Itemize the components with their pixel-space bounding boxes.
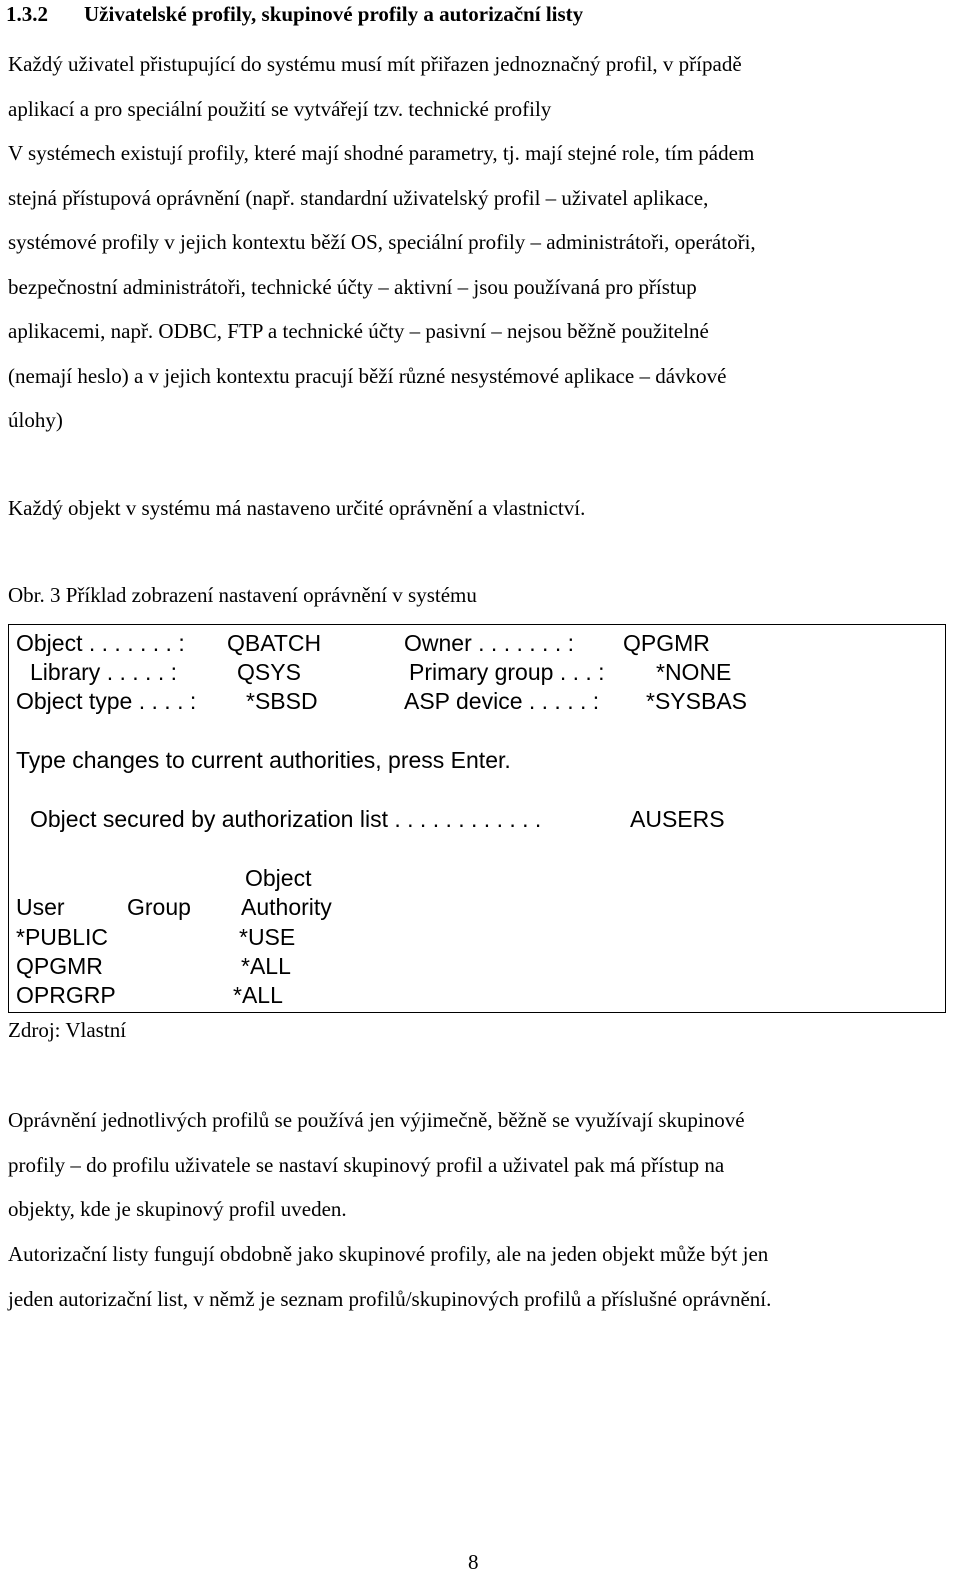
closing-paragraph-2 [8, 1232, 956, 1321]
text-line: Oprávnění jednotlivých profilů se používá jen výjimečně, běžně se využívají skupinové [8, 1108, 745, 1132]
object-type-label: Object type . . . . : [16, 688, 197, 714]
library-value: QSYS [237, 659, 301, 685]
text-line: Autorizační listy fungují obdobně jako skupinové profily, ale na jeden objekt může být jen [8, 1242, 769, 1266]
primary-group-label: Primary group . . . : [409, 659, 605, 685]
row-user: QPGMR [16, 953, 103, 979]
auth-list-label: Object secured by authorization list . . . . . . . . . . . . [30, 806, 542, 832]
text-line: bezpečnostní administrátoři, technické účty – aktivní – jsou používaná pro přístup [8, 274, 697, 299]
asp-device-value: *SYSBAS [646, 688, 747, 714]
row-authority: *USE [239, 924, 296, 950]
column-header-authority: Authority [241, 894, 332, 920]
instruction-text: Type changes to current authorities, press Enter. [16, 747, 511, 773]
owner-label: Owner . . . . . . . : [404, 630, 574, 656]
row-authority: *ALL [241, 953, 291, 979]
object-sentence: Každý objekt v systému má nastaveno určité oprávnění a vlastnictví. [8, 496, 586, 520]
closing-paragraph-1 [8, 1098, 956, 1232]
text-line: (nemají heslo) a v jejich kontextu pracují běží různé nesystémové aplikace – dávkové [8, 363, 727, 388]
text-line: profily – do profilu uživatele se nastaví skupinový profil a uživatel pak má přístup na [8, 1152, 725, 1177]
owner-value: QPGMR [623, 630, 710, 656]
column-header-group: Group [127, 894, 191, 920]
primary-group-value: *NONE [656, 659, 732, 685]
asp-device-label: ASP device . . . . . : [404, 688, 600, 714]
source-note: Zdroj: Vlastní [8, 1018, 127, 1042]
section-title: Uživatelské profily, skupinové profily a autorizační listy [84, 2, 584, 26]
auth-list-value: AUSERS [630, 806, 725, 832]
text-line: aplikacemi, např. ODBC, FTP a technické účty – pasivní – nejsou běžně použitelné [8, 319, 709, 343]
text-line: jeden autorizační list, v němž je seznam profilů/skupinových profilů a příslušné oprávnění. [8, 1286, 772, 1311]
figure-caption: Obr. 3 Příklad zobrazení nastavení oprávnění v systému [8, 583, 477, 607]
section-number: 1.3.2 [6, 2, 48, 26]
text-line: objekty, kde je skupinový profil uveden. [8, 1197, 347, 1221]
row-user: OPRGRP [16, 982, 116, 1008]
row-authority: *ALL [233, 982, 283, 1008]
text-line: stejná přístupová oprávnění (např. standardní uživatelský profil – uživatel aplikace, [8, 185, 709, 210]
page-number: 8 [468, 1550, 479, 1574]
object-type-value: *SBSD [246, 688, 318, 714]
object-label: Object . . . . . . . : [16, 630, 185, 656]
text-line: Každý uživatel přistupující do systému musí mít přiřazen jednoznačný profil, v případě [8, 52, 742, 76]
column-header-object: Object [245, 865, 312, 891]
section-heading [6, 0, 583, 28]
text-line: aplikací a pro speciální použití se vytvářejí tzv. technické profily [8, 96, 552, 121]
text-line: V systémech existují profily, které mají shodné parametry, tj. mají stejné role, tím pádem [8, 141, 755, 165]
text-line: úlohy) [8, 408, 63, 432]
row-user: *PUBLIC [16, 924, 109, 950]
text-line: systémové profily v jejich kontextu běží OS, speciální profily – administrátoři, operátoři, [8, 230, 756, 254]
column-header-user: User [16, 894, 65, 920]
intro-paragraph [8, 42, 956, 443]
object-value: QBATCH [227, 630, 322, 656]
authority-screen [8, 624, 946, 1013]
library-label: Library . . . . . : [30, 659, 177, 685]
